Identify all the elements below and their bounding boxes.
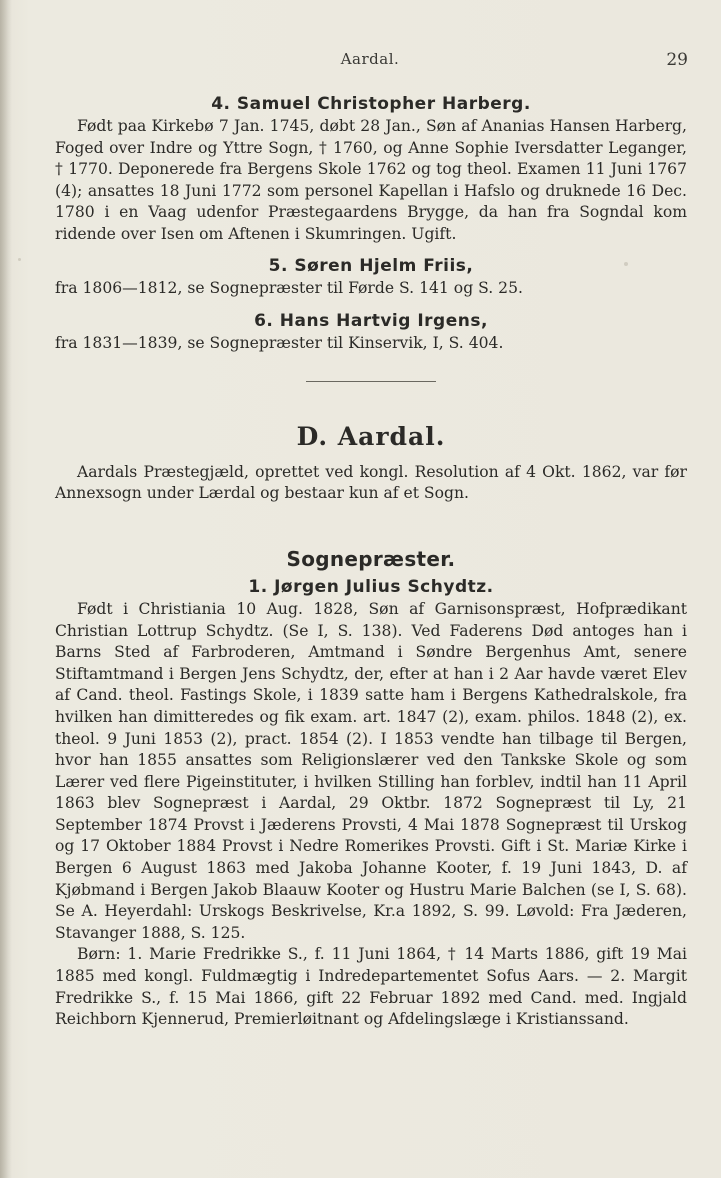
page-number: 29 bbox=[666, 50, 688, 70]
page-binding-shadow bbox=[0, 0, 12, 1178]
running-head bbox=[0, 50, 721, 70]
section-intro: Aardals Præstegjæld, oprettet ved kongl. Resolution af 4 Okt. 1862, var før Annexsogn under Lærdal og bestaar kun af et Sogn. bbox=[55, 462, 687, 503]
paper-spot bbox=[18, 258, 21, 261]
entry-heading: 5. Søren Hjelm Friis, bbox=[268, 255, 474, 276]
entry-text: fra 1806—1812, se Sognepræster til Førde S. 141 og S. 25. bbox=[55, 278, 523, 297]
running-title: Aardal. bbox=[340, 50, 400, 68]
person-bio: Født i Christiania 10 Aug. 1828, Søn af Garnisonspræst, Hofprædikant Christian Lottrup Schydtz. (Se I, S. 138). Ved Faderens Død antoges han i Barns Sted af Farbroderen, Amtmand i Søndre Bergenhus Amt, senere Stiftamtmand i Bergen Jens Schydtz, der, efter at han i 2 Aar havde været Elev af Cand. theol. Fastings Skole, i 1839 satte ham i Bergens Kathedralskole, fra hvilken han dimitteredes og fik exam. art. 1847 (2), exam. philos. 1848 (2), ex. theol. 9 Juni 1853 (2), pract. 1854 (2). I 1853 vendte han tilbage til Bergen, hvor han 1855 ansattes som Religionslærer ved den Tankske Skole og som Lærer ved flere Pigeinstituter, i hvilken Stilling han forblev, indtil han 11 April 1863 blev Sognepræst i Aardal, 29 Oktbr. 1872 Sognepræst til Ly, 21 September 1874 Provst i Jæderens Provsti, 4 Mai 1878 Sognepræst til Urskog og 17 Oktober 1884 Provst i Nedre Romerikes Provsti. Gift i St. Mariæ Kirke i Bergen 6 August 1863 med Jakoba Johanne Kooter, f. 19 Juni 1843, D. af Kjøbmand i Bergen Jakob Blaauw Kooter og Hustru Marie Balchen (se I, S. 68). Se A. Heyerdahl: Urskogs Beskrivelse, Kr.a 1892, S. 99. Løvold: Fra Jæderen, Stavanger 1888, S. 125. bbox=[55, 599, 687, 942]
entry-heading: 6. Hans Hartvig Irgens, bbox=[254, 311, 488, 332]
page-content bbox=[55, 92, 687, 1031]
person-children: Børn: 1. Marie Fredrikke S., f. 11 Juni 1864, † 14 Marts 1886, gift 19 Mai 1885 med kongl. Fuldmægtig i Indredepartementet Sofus Aars. — 2. Margit Fredrikke S., f. 15 Mai 1866, gift 22 Februar 1892 med Cand. med. Ingjald Reichborn Kjennerud, Premierløitnant og Afdelingslæge i Kristianssand. bbox=[55, 945, 687, 1029]
person-heading: 1. Jørgen Julius Schydtz. bbox=[248, 576, 494, 597]
section-title: D. Aardal. bbox=[296, 421, 446, 451]
subsection-title: Sognepræster. bbox=[286, 546, 456, 571]
entry-text: fra 1831—1839, se Sognepræster til Kinservik, I, S. 404. bbox=[55, 334, 504, 353]
section-divider bbox=[306, 381, 436, 382]
entry-heading: 4. Samuel Christopher Harberg. bbox=[211, 94, 531, 114]
entry-text: Født paa Kirkebø 7 Jan. 1745, døbt 28 Jan., Søn af Ananias Hansen Harberg, Foged over Indre og Yttre Sogn, † 1760, og Anne Sophie Iversdatter Leganger, † 1770. Deponerede fra Bergens Skole 1762 og tog theol. Examen 11 Juni 1767 (4); ansattes 18 Juni 1772 som personel Kapellan i Hafslo og druknede 16 Dec. 1780 i en Vaag udenfor Præstegaardens Brygge, da han fra Sogndal kom ridende over Isen om Aftenen i Skumringen. Ugift. bbox=[55, 117, 687, 243]
